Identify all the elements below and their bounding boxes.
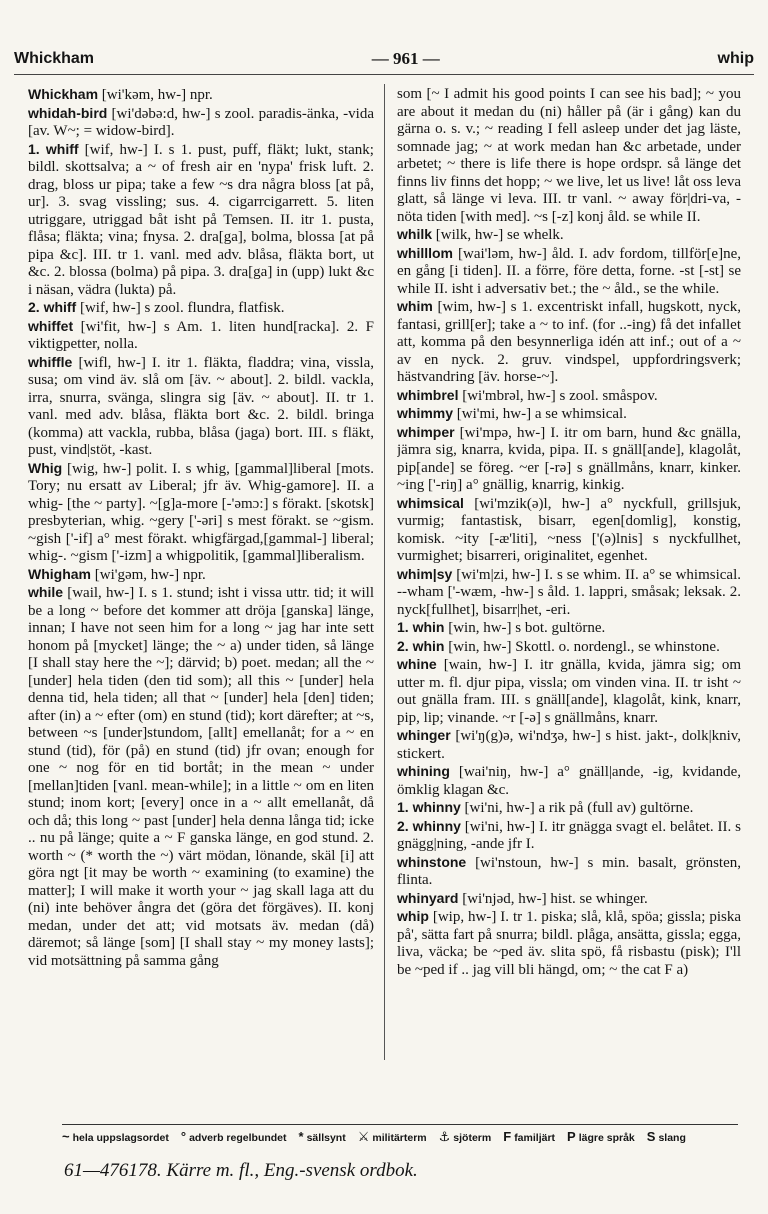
entry-text: [wi'mbrəl, hw-] s zool. småspov.	[462, 387, 658, 404]
legend-item	[180, 1129, 287, 1144]
legend-item	[438, 1129, 492, 1144]
legend-symbol: ~	[62, 1129, 70, 1144]
headword: whiffle	[28, 353, 73, 370]
entry-text: [wif, hw-] I. s 1. pust, puff, fläkt; lukt, stank; bildl. skottsalva; a ~ of fresh air en 'nypa' frisk luft. 2. drag, bloss ur pipa; take a few ~s dra några bloss [at på, ur]. 3. svag vissling; sus. 4. cigarrcigarrett. 5. liten utriggare, utriggad båt isht på Temsen. II. itr 1. pusta, flåsa; fläkta; vina; fnysa. 2. dra[ga], bolma, blossa [at på pipa &c]. III. tr 1. vanl. med adv. blåsa, fläkta bort, ut &c. 2. blossa (bolma) på pipa. 3. dra[ga] in (upp) lukt &c i näsan, vädra (lukta) på.	[28, 141, 374, 298]
legend-symbol: F	[503, 1129, 512, 1144]
legend-label: lägre språk	[578, 1132, 635, 1144]
headword: whilllom	[397, 244, 453, 261]
dictionary-entry	[397, 656, 741, 727]
entry-text: [wi'kəm, hw-] npr.	[101, 87, 213, 103]
dictionary-entry	[28, 318, 374, 354]
entry-text: [wi'ni, hw-] I. itr gnägga svagt el. belåtet. II. s gnägg|ning, -ande jfr I.	[397, 818, 741, 852]
headword: whim|sy	[397, 565, 453, 582]
dictionary-entry	[397, 298, 741, 387]
legend-item	[567, 1129, 635, 1144]
entry-text: [wi'mzik(ə)l, hw-] a° nyckfull, grillsjuk, vurmig; fantastisk, bisarr, egen[domlig], konstig, komisk. ~ity [-æ'liti], ~ness ['(ə)lnis] s nyckfullhet, vurmighet; bisarreri, originalitet, egenhet.	[397, 495, 741, 564]
entry-text: [wain, hw-] I. itr gnälla, kvida, jämra sig; om utter m. fl. djur pipa, vissla; om vinden vina. II. tr isht ~ out gnälla fram. III. s gnäll[ande], klagolåt, kink, knarr, pip, lip; vinande. ~r [-ə] s gnällmåns, knarr.	[397, 657, 741, 726]
entry-text: [wi'ni, hw-] a rik på (full av) gultörne.	[464, 800, 694, 816]
headword: whinger	[397, 727, 451, 743]
dictionary-entry	[397, 245, 741, 299]
entry-text: [wi'njəd, hw-] hist. se whinger.	[462, 890, 648, 907]
dictionary-entry	[28, 86, 374, 105]
headword: whidah-bird	[28, 104, 108, 121]
dictionary-entry	[397, 638, 741, 657]
headword: whinyard	[397, 889, 459, 906]
legend-label: slang	[658, 1132, 686, 1144]
headword: Whigham	[28, 565, 91, 582]
entry-text: [wi'nstoun, hw-] s min. basalt, grönsten, flinta.	[397, 854, 741, 888]
headword: 2. whiff	[28, 299, 77, 315]
entry-text: [wilk, hw-] se whelk.	[435, 227, 564, 243]
dictionary-entry	[397, 226, 741, 245]
entry-text: [win, hw-] s bot. gultörne.	[448, 620, 606, 636]
legend-symbol: ⚓	[438, 1129, 451, 1144]
entry-text: [wai'niŋ, hw-] a° gnäll|ande, -ig, kvidande, ömklig klagan &c.	[397, 764, 741, 798]
entry-text: [wi'dəbə:d, hw-] s zool. paradis-änka, -vida [av. W~; = widow-bird].	[28, 105, 374, 139]
dictionary-entry	[397, 890, 741, 909]
legend-label: sällsynt	[306, 1132, 346, 1144]
right-column	[397, 86, 741, 1058]
entry-text: [wi'gəm, hw-] npr.	[94, 566, 206, 583]
dictionary-entry	[28, 354, 374, 460]
entry-text: [wi'fit, hw-] s Am. 1. liten hund[racka]. 2. F viktigpetter, nolla.	[28, 318, 374, 352]
dictionary-entry	[397, 619, 741, 638]
dictionary-entry	[397, 86, 741, 226]
legend-item	[298, 1129, 346, 1144]
headword: Whig	[28, 459, 63, 476]
headword: whimbrel	[397, 386, 459, 403]
headword: whip	[397, 908, 429, 924]
headword: 2. whin	[397, 637, 445, 654]
dictionary-entry	[397, 799, 741, 818]
entry-text: [wi'ŋ(g)ə, wi'ndʒə, hw-] s hist. jakt-, dolk|kniv, stickert.	[397, 728, 741, 762]
headword: Whickham	[28, 86, 99, 102]
right-guide-word: whip	[717, 50, 754, 67]
headword: whilk	[397, 226, 433, 242]
legend-item	[646, 1129, 686, 1144]
dictionary-entry	[397, 854, 741, 890]
dictionary-entry	[28, 299, 374, 318]
entry-text: [wail, hw-] I. s 1. stund; isht i vissa uttr. tid; it will be a long ~ before det kommer att dröja [ganska] länge, innan; I have not seen him for a long ~ jag har inte sett honom på [mycket] länge; the ~ a) under tiden, så länge [I shall stay here the ~]; därvid; b) poet. medan; all the ~ [under] hela tiden (den tid som); all this ~ [under] hela denna tid, hela tiden; all that ~ [under] hela [den] tiden; after (in) a ~ efter (om) en stund (tid); kort därefter; at ~s, between ~s [under]stundom, [allt] emellanåt; for a ~ en stund (tid), för (på) en stund (tid) jfr ovan; enough for one ~ nog för en tid bortåt; in the mean ~ under [mellan]tiden [vanl. mean-while]; in a little ~ om en liten stund; inom kort; [every] once in a ~ allt emellanåt, då och då; this long ~ past [under] hela denna långa tid; icke .. nu på länge; quite a ~ F ganska länge, en god stund. 2. worth ~ (* worth the ~) värt mödan, lönande, skäl [i] att göra ngt [it may be worth ~ examining (to examine) the matter]; I will make it worth your ~ jag skall laga att du (ni) inte behöver ångra det (göra det förgäves). II. konj medan, under det att; vid motsats äv. medan (då) däremot; så länge [som] [I shall stay ~ my money lasts]; vid motsättning på samma gång	[28, 585, 374, 969]
footer-imprint: 61—476178. Kärre m. fl., Eng.-svensk ordbok.	[64, 1160, 418, 1181]
legend-symbol: *	[298, 1129, 304, 1144]
legend-label: militärterm	[372, 1132, 427, 1144]
page-number: — 961 —	[371, 49, 440, 68]
legend-label: familjärt	[514, 1132, 556, 1144]
page-header	[14, 44, 754, 75]
dictionary-entry	[397, 818, 741, 854]
headword: 1. whin	[397, 619, 445, 635]
dictionary-entry	[397, 387, 741, 406]
dictionary-entry	[397, 727, 741, 763]
headword: whimper	[397, 423, 455, 440]
entry-text: [wi'm|zi, hw-] I. s se whim. II. a° se whimsical. --wham ['-wæm, -hw-] s åld. 1. lappri, småsak; leksak. 2. nyck[fullhet], bisarr|het, -eri.	[397, 566, 741, 618]
dictionary-entry	[397, 566, 741, 620]
legend-item	[357, 1129, 427, 1144]
headword: whine	[397, 656, 437, 672]
dictionary-entry	[397, 424, 741, 495]
legend-label: sjöterm	[453, 1132, 492, 1144]
dictionary-entry	[397, 495, 741, 566]
headword: whimmy	[397, 405, 454, 421]
headword: while	[28, 584, 64, 600]
headword: 1. whinny	[397, 799, 461, 815]
entry-text: [wim, hw-] s 1. excentriskt infall, hugskott, nyck, fantasi, grill[er]; take a ~ to inf. (for ..-ing) få det infallet att, komma på den besynnerliga idén att inf.; out of a ~ av en nyck. 2. gruv. vindspel, uppfordringsverk; hästvandring [äv. horse-~].	[397, 299, 741, 385]
entry-text: [win, hw-] Skottl. o. nordengl., se whinstone.	[448, 638, 720, 655]
legend-symbol: S	[646, 1129, 656, 1144]
legend-symbol: P	[567, 1129, 576, 1144]
dictionary-entry	[28, 460, 374, 566]
entry-text: [wig, hw-] polit. I. s whig, [gammal]liberal [mots. Tory; nu ersatt av Liberal; jfr äv. Whig-gamore]. II. a whig- [the ~ party]. ~[g]a-more [-'əmɔ:] s förakt. [skotsk] presbyterian, whig. ~gery ['-əri] s mest förakt. se ~gism. ~gish ['-if] a° mest förakt. whigfärgad,[gammal-] liberal; whig-. ~gism ['-izm] a whigpolitik, [gammal]liberalism.	[28, 460, 374, 564]
headword: whinstone	[397, 853, 467, 870]
abbreviation-legend	[62, 1124, 738, 1147]
dictionary-entry	[28, 105, 374, 141]
entry-text: [wai'ləm, hw-] åld. I. adv fordom, tillför[e]ne, en gång [i tiden]. II. a förre, före detta, forne. -st [-st] se while II. isht i adversativ bet.; the ~ åld., se the while.	[397, 245, 741, 297]
legend-symbol: °	[180, 1129, 187, 1144]
legend-label: hela uppslagsordet	[72, 1132, 169, 1144]
headword: whining	[397, 763, 450, 779]
entry-text: [wip, hw-] I. tr 1. piska; slå, klå, spöa; gissla; piska på', sätta fart på snurra; bildl. plåga, ansätta, gissla; egga, liva, väcka; be ~ped äv. slita spö, få risbastu (pisk); I'll be ~ped if .. jag vill bli hängd, om; ~ the cat F a)	[397, 909, 741, 978]
headword: whim	[397, 298, 433, 314]
entry-text: [wifl, hw-] I. itr 1. fläkta, fladdra; vina, vissla, susa; om vind äv. slå om [äv. ~ about]. 2. bildl. vackla, irra, snurra, svänga, slingra sig [äv. ~ about]. II. tr 1. vanl. med adv. blåsa, fläkta bort &c. 2. bildl. bringa (komma) att vackla, rubba, blåsa (jaga) bort. III. s fläkt, pust, vind|stöt, -kast.	[28, 354, 374, 458]
entry-text: [wi'mi, hw-] a se whimsical.	[456, 406, 627, 422]
dictionary-entry	[397, 763, 741, 799]
legend-symbol: ⚔	[357, 1129, 370, 1144]
left-guide-word: Whickham	[14, 50, 95, 67]
column-divider	[384, 84, 385, 1060]
headword: 1. whiff	[28, 140, 79, 157]
dictionary-entry	[28, 141, 374, 300]
dictionary-entry	[397, 908, 741, 979]
legend-item	[503, 1129, 556, 1144]
headword: whimsical	[397, 494, 464, 511]
dictionary-entry	[28, 566, 374, 585]
left-column	[28, 86, 374, 1058]
legend-item	[62, 1129, 169, 1144]
entry-text: som [~ I admit his good points I can see his bad]; ~ you are about it medan du (ni) håller på (är i gång) kan du gärna o. s. v.; ~ reading I fell asleep under det jag läste, somnade jag; ~ at work medan han &c arbetade, under arbetet; ~ there is life there is hope ordspr. så länge det finns liv finns det hopp; ~ we live, let us live! låt oss leva glatt, så länge vi leva. III. tr vanl. ~ away för|dri-va, -nöta tiden [with med]. ~s [-z] konj åld. se while II.	[397, 86, 741, 225]
entry-text: [wif, hw-] s zool. flundra, flatfisk.	[79, 300, 285, 316]
entry-text: [wi'mpə, hw-] I. itr om barn, hund &c gnälla, jämra sig, knarra, kvida, pipa. II. s gnäll[ande], klagolåt, pip[ande] se föreg. ~er [-rə] s gnällmåns, knarr, kinker. ~ing ['-riŋ] a° gnällig, knarrig, kinkig.	[397, 424, 741, 493]
dictionary-entry	[397, 405, 741, 424]
headword: 2. whinny	[397, 817, 461, 834]
headword: whiffet	[28, 317, 74, 334]
dictionary-entry	[28, 584, 374, 970]
legend-label: adverb regelbundet	[189, 1132, 287, 1144]
